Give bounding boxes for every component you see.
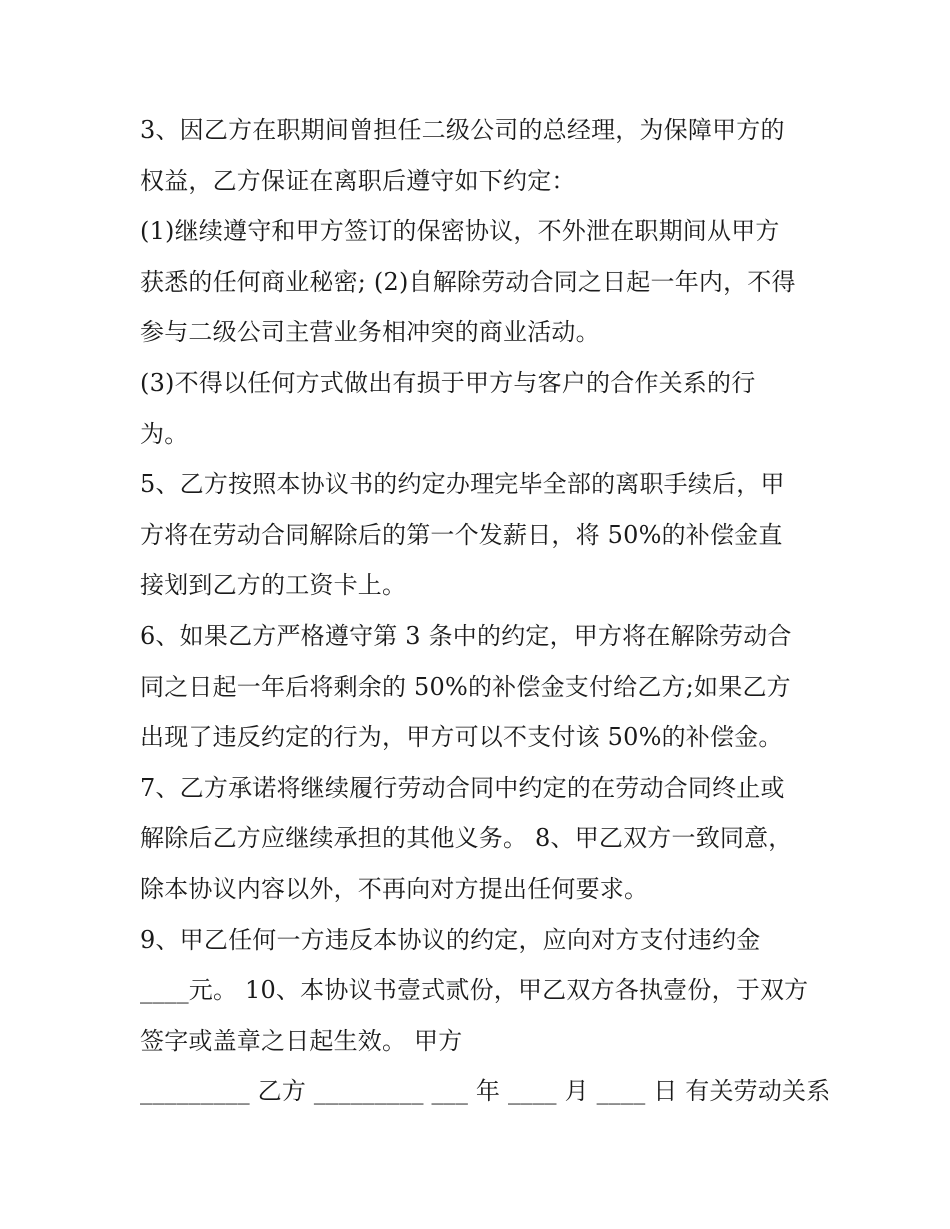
text-line-1: 3、因乙方在职期间曾担任二级公司的总经理，为保障甲方的 — [140, 116, 785, 144]
text-line-17: 9、甲乙任何一方违反本协议的约定，应向对方支付违约金 — [140, 926, 761, 954]
text-line-9: 方将在劳动合同解除后的第一个发薪日，将 50%的补偿金直 — [140, 521, 783, 549]
text-line-19: 签字或盖章之日起生效。 甲方 — [140, 1027, 463, 1055]
text-line-14: 7、乙方承诺将继续履行劳动合同中约定的在劳动合同终止或 — [140, 774, 785, 802]
text-line-2: 权益，乙方保证在离职后遵守如下约定： — [140, 167, 576, 195]
text-line-11: 6、如果乙方严格遵守第 3 条中的约定，甲方将在解除劳动合 — [140, 622, 792, 650]
text-line-20: _________ 乙方 _________ ___ 年 ____ 月 ____ 日 有关劳动关系 — [140, 1077, 831, 1105]
text-line-7: 为。 — [140, 420, 189, 448]
text-line-5: 参与二级公司主营业务相冲突的商业活动。 — [140, 318, 600, 346]
text-line-6: (3)不得以任何方式做出有损于甲方与客户的合作关系的行 — [140, 369, 756, 397]
text-line-3: (1)继续遵守和甲方签订的保密协议，不外泄在职期间从甲方 — [140, 217, 780, 245]
text-line-15: 解除后乙方应继续承担的其他义务。 8、甲乙双方一致同意， — [140, 824, 793, 852]
text-line-12: 同之日起一年后将剩余的 50%的补偿金支付给乙方;如果乙方 — [140, 673, 791, 701]
text-line-4: 获悉的任何商业秘密; (2)自解除劳动合同之日起一年内，不得 — [140, 268, 796, 296]
text-line-16: 除本协议内容以外，不再向对方提出任何要求。 — [140, 875, 649, 903]
text-line-10: 接划到乙方的工资卡上。 — [140, 571, 407, 599]
text-line-8: 5、乙方按照本协议书的约定办理完毕全部的离职手续后，甲 — [140, 470, 785, 498]
text-line-18: ____元。 10、本协议书壹式贰份，甲乙双方各执壹份，于双方 — [140, 976, 809, 1004]
text-line-13: 出现了违反约定的行为，甲方可以不支付该 50%的补偿金。 — [140, 723, 783, 751]
